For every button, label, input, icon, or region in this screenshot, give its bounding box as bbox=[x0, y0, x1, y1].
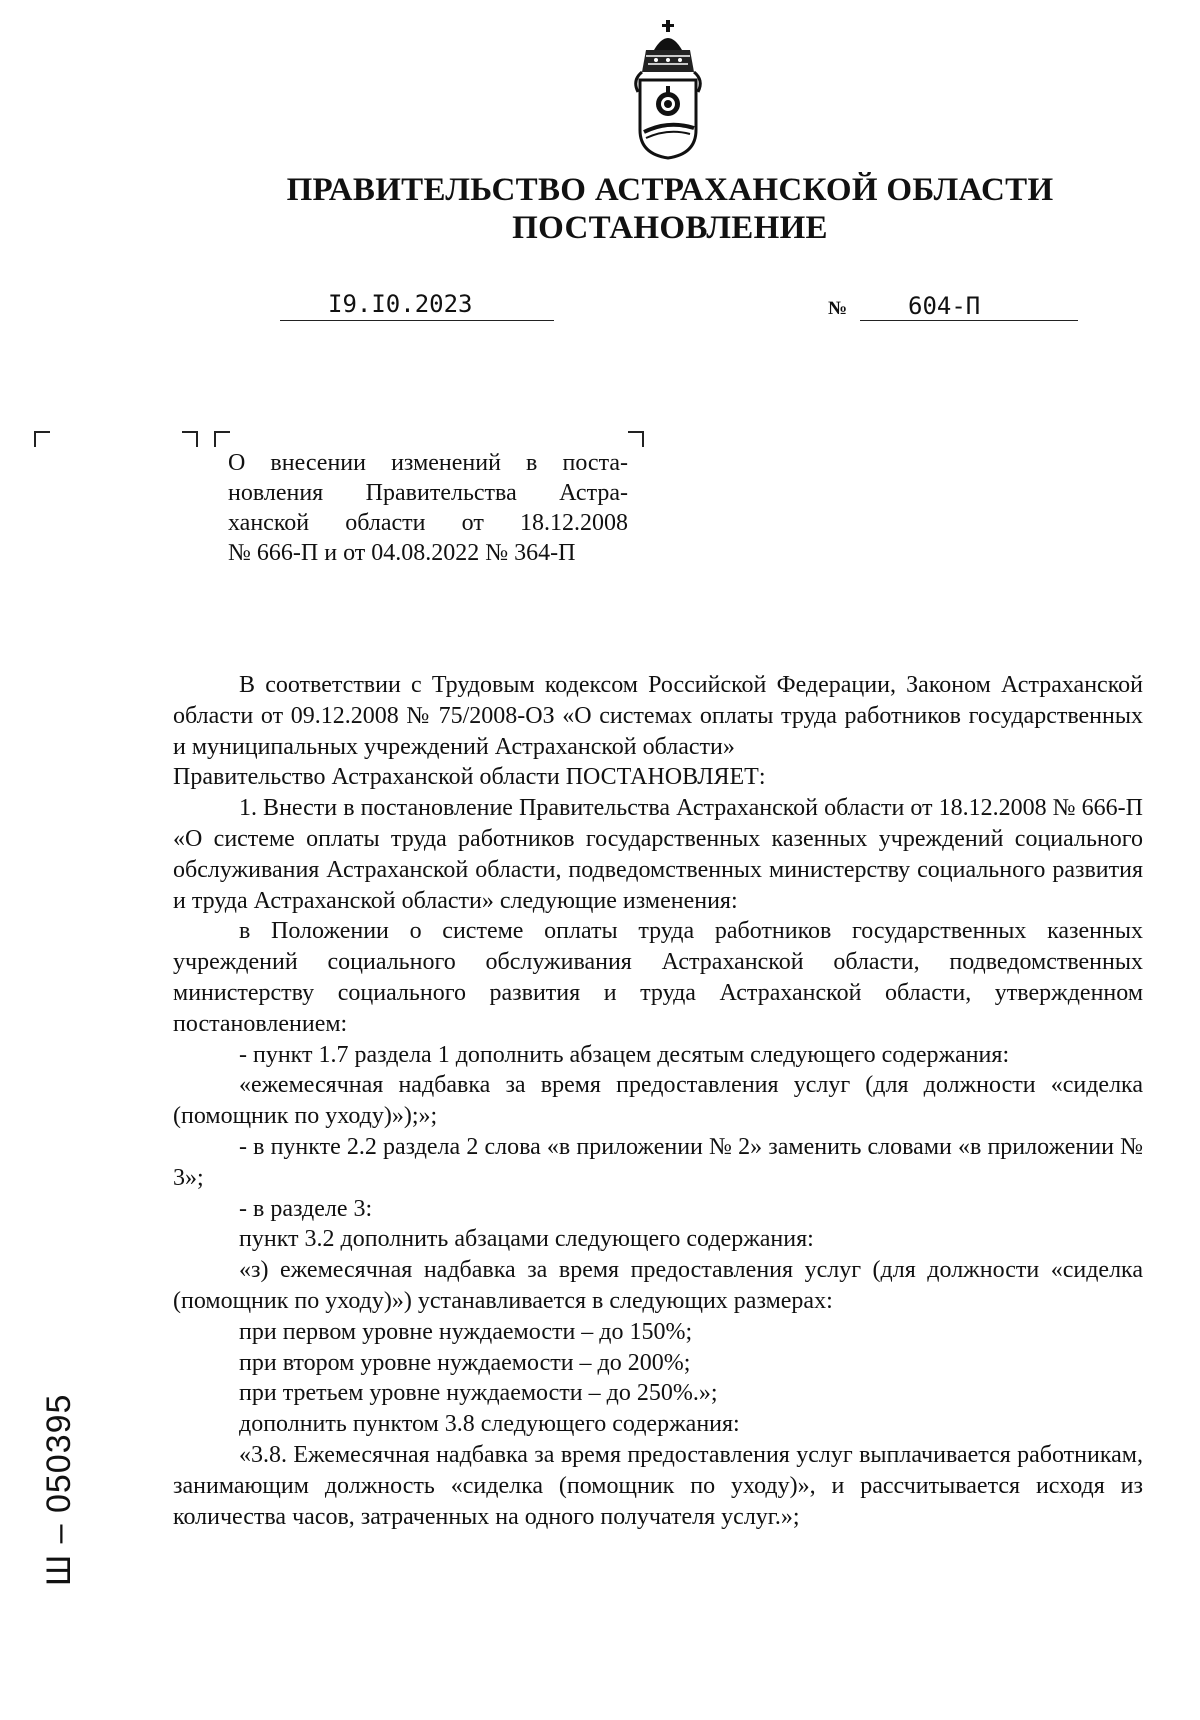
subject-line: О внесении изменений в поста- bbox=[228, 450, 628, 476]
body-paragraph: при втором уровне нуждаемости – до 200%; bbox=[239, 1349, 691, 1376]
subject-line: новления Правительства Астра- bbox=[228, 480, 628, 506]
body-paragraph: при первом уровне нуждаемости – до 150%; bbox=[239, 1318, 693, 1345]
date-underline bbox=[280, 320, 554, 321]
subject-line: ханской области от 18.12.2008 bbox=[228, 510, 628, 536]
body-paragraph: «з) ежемесячная надбавка за время предоставления услуг (для должности «сиделка (помощник по уходу)») устанавливается в следующих размерах: bbox=[173, 1257, 1143, 1314]
body-paragraph: Правительство Астраханской области ПОСТАНОВЛЯЕТ: bbox=[173, 764, 766, 791]
document-subject bbox=[228, 448, 628, 568]
body-paragraph: - в пункте 2.2 раздела 2 слова «в приложении № 2» заменить словами «в приложении № 3»; bbox=[173, 1133, 1143, 1191]
body-paragraph: «3.8. Ежемесячная надбавка за время предоставления услуг выплачивается работникам, занимающим должность «сиделка (помощник по уходу)», и рассчитывается исходя из количества часов, затраченных на одного получателя услуг.»; bbox=[173, 1441, 1143, 1530]
document-date: I9.I0.2023 bbox=[328, 290, 473, 318]
corner-mark bbox=[628, 431, 644, 447]
document-number: 604-П bbox=[908, 292, 981, 320]
body-paragraph: в Положении о системе оплаты труда работников государственных казенных учреждений социального обслуживания Астраханской области, подведомственных министерству социального развития и труда Астраханской области, утвержденном постановлением: bbox=[173, 918, 1143, 1037]
body-paragraph: В соответствии с Трудовым кодексом Российской Федерации, Законом Астраханской области от 09.12.2008 № 75/2008-ОЗ «О системах оплаты труда работников государственных и муниципальных учреждений Астраханской области» bbox=[173, 672, 1143, 760]
document-type-title: ПОСТАНОВЛЕНИЕ bbox=[512, 210, 828, 246]
government-title: ПРАВИТЕЛЬСТВО АСТРАХАНСКОЙ ОБЛАСТИ bbox=[286, 172, 1054, 208]
body-paragraph: пункт 3.2 дополнить абзацами следующего содержания: bbox=[239, 1226, 814, 1253]
body-paragraph: «ежемесячная надбавка за время предоставления услуг (для должности «сиделка (помощник по уходу)»);»; bbox=[173, 1072, 1143, 1130]
corner-mark bbox=[34, 431, 50, 447]
corner-mark bbox=[214, 431, 230, 447]
subject-line: № 666-П и от 04.08.2022 № 364-П bbox=[228, 540, 576, 566]
corner-mark bbox=[182, 431, 198, 447]
body-paragraph: - пункт 1.7 раздела 1 дополнить абзацем десятым следующего содержания: bbox=[239, 1041, 1010, 1068]
document-body bbox=[173, 670, 1143, 1532]
serial-stamp: Ш – 050395 bbox=[40, 1393, 78, 1586]
body-paragraph: - в разделе 3: bbox=[239, 1195, 373, 1222]
number-underline bbox=[860, 320, 1078, 321]
body-paragraph: дополнить пунктом 3.8 следующего содержания: bbox=[239, 1411, 740, 1438]
coat-of-arms-icon bbox=[628, 20, 708, 160]
number-sign: № bbox=[828, 298, 848, 319]
body-paragraph: 1. Внести в постановление Правительства Астраханской области от 18.12.2008 № 666-П «О системе оплаты труда работников государственных казенных учреждений социального обслуживания Астраханской области, подведомственных министерству социального развития и труда Астраханской области» следующие изменения: bbox=[173, 795, 1143, 914]
body-paragraph: при третьем уровне нуждаемости – до 250%.»; bbox=[239, 1380, 718, 1407]
